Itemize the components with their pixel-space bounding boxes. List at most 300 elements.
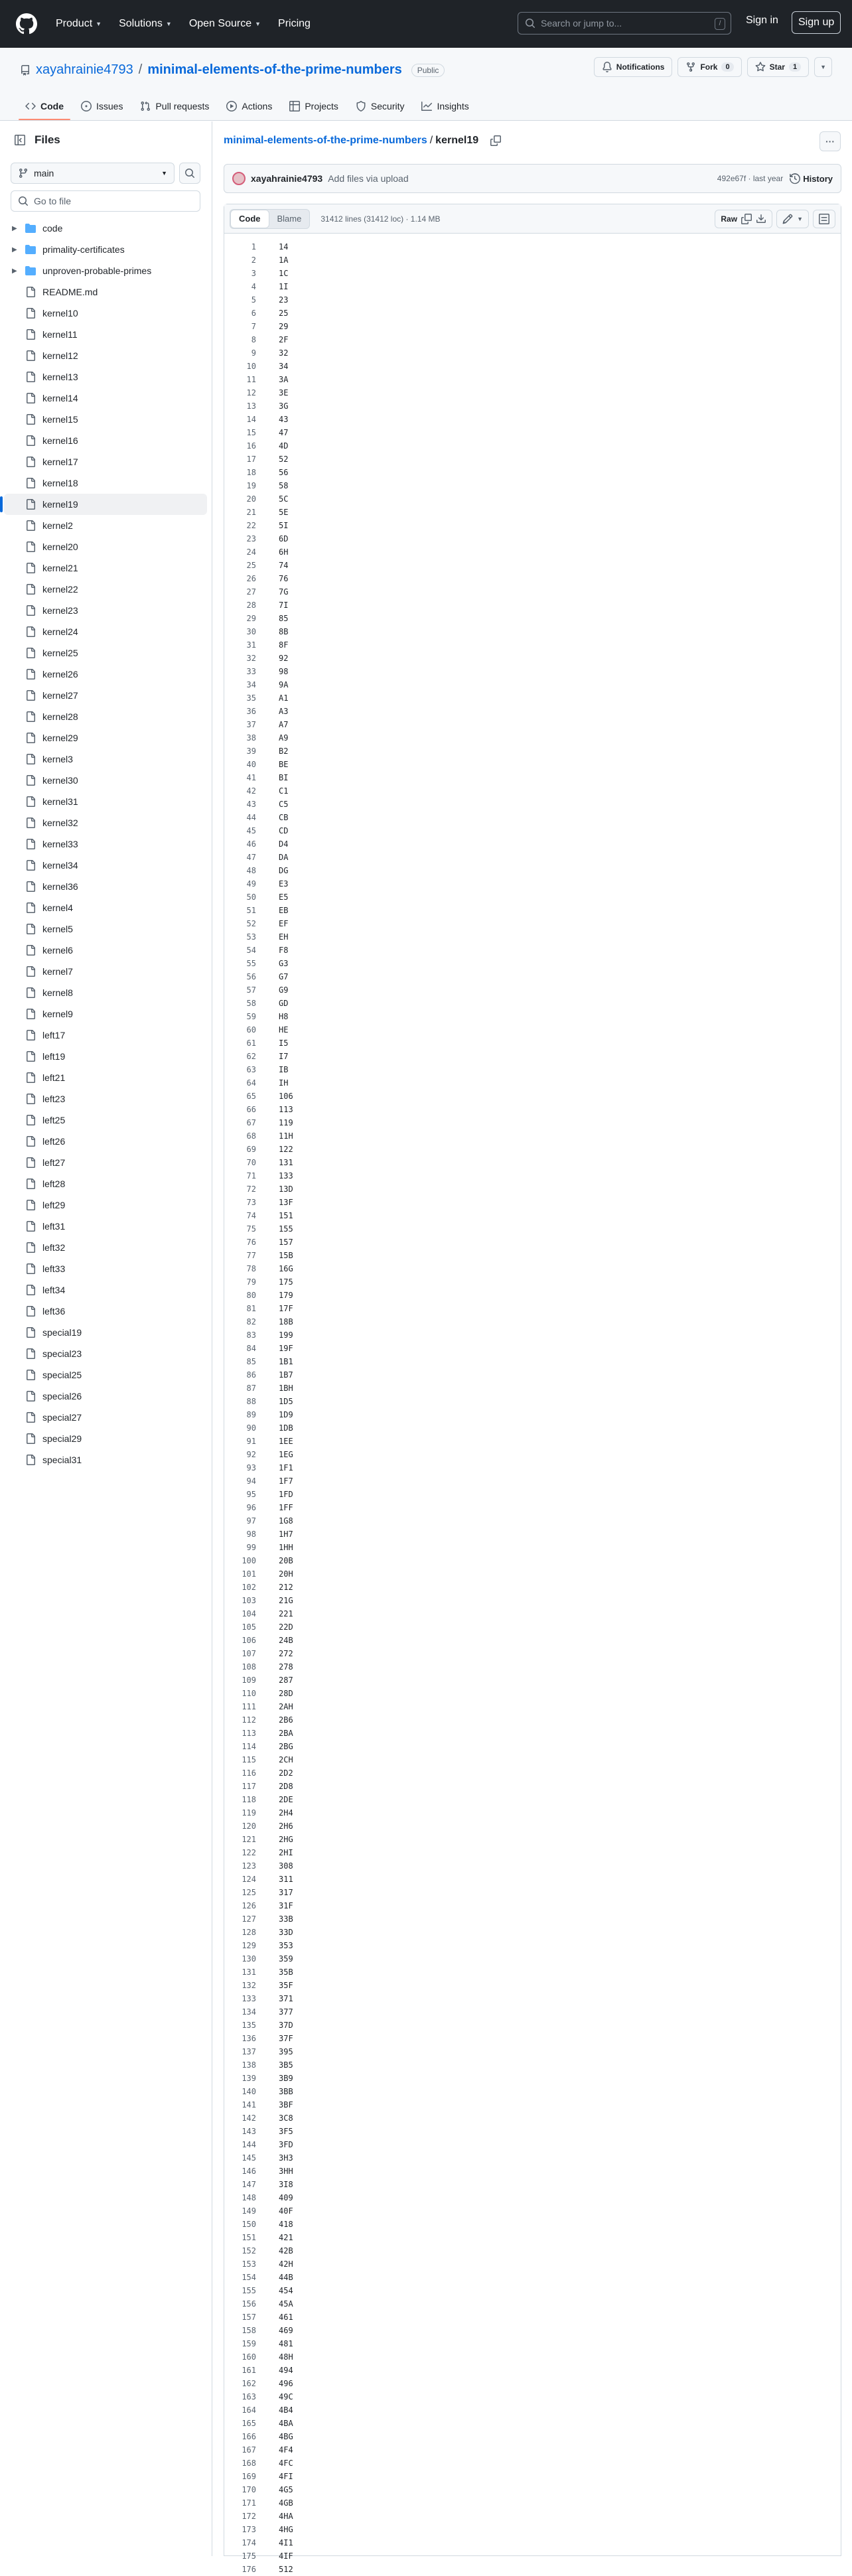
line-number[interactable]: 11 [246,375,256,384]
line-number[interactable]: 141 [242,2100,256,2110]
line-number[interactable]: 135 [242,2021,256,2030]
commit-author[interactable]: xayahrainie4793 [251,173,323,184]
line-number[interactable]: 153 [242,2259,256,2269]
line-number[interactable]: 110 [242,1689,256,1698]
tree-file-kernel22[interactable] [0,579,212,600]
line-number[interactable]: 51 [246,906,256,915]
line-number[interactable]: 71 [246,1171,256,1181]
nav-open-source[interactable]: Open Source ▼ [188,18,261,29]
line-number[interactable]: 83 [246,1330,256,1340]
repo-owner-link[interactable]: xayahrainie4793 [36,62,133,77]
file-icon [25,1263,36,1274]
tree-file-left29[interactable] [0,1194,212,1216]
line-number[interactable]: 146 [242,2167,256,2176]
tree-item-label: kernel33 [42,839,78,849]
line-number[interactable]: 113 [242,1729,256,1738]
tree-file-kernel4[interactable] [0,897,212,918]
line-number[interactable]: 80 [246,1291,256,1300]
line-number[interactable]: 22 [246,521,256,530]
tree-file-kernel12[interactable] [0,345,212,366]
line-number[interactable]: 3 [251,269,256,278]
line-number[interactable]: 162 [242,2379,256,2388]
line-number[interactable]: 9 [251,348,256,358]
line-number[interactable]: 156 [242,2299,256,2309]
line-number[interactable]: 36 [246,707,256,716]
line-number[interactable]: 94 [246,1476,256,1486]
sidebar-collapse-icon[interactable] [15,135,25,145]
copy-icon[interactable] [490,135,501,146]
tree-file-kernel7[interactable] [0,961,212,982]
line-number[interactable]: 167 [242,2445,256,2455]
line-number[interactable]: 154 [242,2273,256,2282]
tab-projects[interactable]: Projects [283,92,345,120]
line-number[interactable]: 21 [246,508,256,517]
line-number[interactable]: 84 [246,1344,256,1353]
tree-file-kernel30[interactable] [0,770,212,791]
tree-file-left36[interactable] [0,1301,212,1322]
tree-file-left21[interactable] [0,1067,212,1088]
tree-file-left33[interactable] [0,1258,212,1279]
line-number[interactable]: 129 [242,1941,256,1950]
line-number[interactable]: 155 [242,2286,256,2295]
line-number[interactable]: 147 [242,2180,256,2189]
line-number[interactable]: 48 [246,866,256,875]
line-number[interactable]: 32 [246,654,256,663]
line-number[interactable]: 65 [246,1092,256,1101]
download-icon[interactable] [756,214,766,224]
tree-file-left31[interactable] [0,1216,212,1237]
line-number[interactable]: 133 [242,1994,256,2003]
nav-solutions[interactable]: Solutions ▼ [119,18,172,29]
tree-file-left26[interactable] [0,1131,212,1152]
line-number[interactable]: 53 [246,932,256,942]
search-input[interactable]: Search or jump to... / [518,12,731,35]
tree-file-kernel27[interactable] [0,685,212,706]
line-number[interactable]: 89 [246,1410,256,1419]
tree-file-kernel23[interactable] [0,600,212,621]
line-number[interactable]: 46 [246,839,256,849]
line-content: EF [279,919,289,928]
tree-file-special25[interactable] [0,1364,212,1386]
line-number[interactable]: 55 [246,959,256,968]
line-number[interactable]: 88 [246,1397,256,1406]
file-icon [25,350,36,361]
line-number[interactable]: 143 [242,2127,256,2136]
line-number[interactable]: 104 [242,1609,256,1618]
line-number[interactable]: 26 [246,574,256,583]
line-number[interactable]: 172 [242,2512,256,2521]
tab-issues[interactable]: Issues [74,92,129,120]
line-number[interactable]: 169 [242,2472,256,2481]
line-number[interactable]: 105 [242,1622,256,1632]
line-number[interactable]: 102 [242,1583,256,1592]
line-number[interactable]: 166 [242,2432,256,2441]
line-number[interactable]: 74 [246,1211,256,1220]
tree-file-kernel36[interactable] [0,876,212,897]
line-number[interactable]: 59 [246,1012,256,1021]
line-number[interactable]: 78 [246,1264,256,1273]
line-number[interactable]: 157 [242,2313,256,2322]
tree-file-kernel8[interactable] [0,982,212,1003]
tree-item-label: unproven-probable-primes [42,265,152,276]
line-content: 1EE [279,1437,293,1446]
tree-file-kernel2[interactable] [0,515,212,536]
file-icon [25,563,36,573]
line-number[interactable]: 144 [242,2140,256,2149]
tree-file-kernel20[interactable] [0,536,212,557]
code-line [224,506,841,519]
tree-folder-unproven-probable-primes[interactable] [0,260,212,281]
line-number[interactable]: 173 [242,2525,256,2534]
line-number[interactable]: 121 [242,1835,256,1844]
line-number[interactable]: 8 [251,335,256,344]
line-number[interactable]: 70 [246,1158,256,1167]
line-number[interactable]: 44 [246,813,256,822]
line-number[interactable]: 90 [246,1423,256,1433]
code-view-button[interactable]: Code [230,210,269,228]
history-button[interactable]: History [790,173,833,184]
tree-file-kernel32[interactable] [0,812,212,833]
line-number[interactable]: 82 [246,1317,256,1326]
line-number[interactable]: 61 [246,1038,256,1048]
line-number[interactable]: 108 [242,1662,256,1672]
breadcrumb-repo-link[interactable]: minimal-elements-of-the-prime-numbers [224,135,427,146]
symbols-panel-button[interactable] [813,210,835,228]
line-number[interactable]: 15 [246,428,256,437]
line-number[interactable]: 126 [242,1901,256,1910]
star-lists-dropdown[interactable] [814,57,832,77]
line-number[interactable]: 109 [242,1676,256,1685]
line-number[interactable]: 25 [246,561,256,570]
line-number[interactable]: 134 [242,2007,256,2017]
code-line [224,1620,841,1634]
line-number[interactable]: 58 [246,999,256,1008]
tree-file-kernel15[interactable] [0,409,212,430]
line-number[interactable]: 75 [246,1224,256,1234]
tree-file-kernel18[interactable] [0,472,212,494]
line-number[interactable]: 62 [246,1052,256,1061]
github-logo-icon[interactable] [16,13,37,35]
tree-file-kernel28[interactable] [0,706,212,727]
tree-file-special26[interactable] [0,1386,212,1407]
copy-icon[interactable] [741,214,752,224]
line-number[interactable]: 60 [246,1025,256,1035]
line-number[interactable]: 112 [242,1715,256,1725]
line-number[interactable]: 42 [246,786,256,796]
line-number[interactable]: 7 [251,322,256,331]
sign-up-button[interactable]: Sign up [792,11,841,34]
line-number[interactable]: 97 [246,1516,256,1526]
line-number[interactable]: 161 [242,2366,256,2375]
tree-file-kernel10[interactable] [0,303,212,324]
tree-folder-code[interactable] [0,218,212,239]
tree-item-label: kernel5 [42,924,73,934]
line-number[interactable]: 122 [242,1848,256,1857]
line-number[interactable]: 163 [242,2392,256,2401]
line-number[interactable]: 23 [246,534,256,543]
tree-file-kernel5[interactable] [0,918,212,940]
line-content: 494 [279,2366,293,2375]
line-number[interactable]: 139 [242,2074,256,2083]
line-number[interactable]: 37 [246,720,256,729]
code-line [224,638,841,652]
tree-file-kernel3[interactable] [0,749,212,770]
line-number[interactable]: 95 [246,1490,256,1499]
line-content: 353 [279,1941,293,1950]
line-number[interactable]: 20 [246,494,256,504]
line-number[interactable]: 67 [246,1118,256,1127]
tree-file-left34[interactable] [0,1279,212,1301]
line-number[interactable]: 86 [246,1370,256,1380]
line-number[interactable]: 98 [246,1530,256,1539]
line-content: 28D [279,1689,293,1698]
line-number[interactable]: 28 [246,601,256,610]
tab-security[interactable]: Security [349,92,411,120]
line-number[interactable]: 43 [246,800,256,809]
line-number[interactable]: 41 [246,773,256,782]
line-number[interactable]: 92 [246,1450,256,1459]
line-number[interactable]: 123 [242,1861,256,1871]
line-number[interactable]: 47 [246,853,256,862]
line-number[interactable]: 13 [246,401,256,411]
line-number[interactable]: 93 [246,1463,256,1472]
line-number[interactable]: 24 [246,547,256,557]
line-number[interactable]: 145 [242,2153,256,2163]
line-number[interactable]: 158 [242,2326,256,2335]
line-number[interactable]: 31 [246,640,256,650]
line-number[interactable]: 1 [251,242,256,251]
line-number[interactable]: 171 [242,2498,256,2508]
star-button[interactable]: Star 1 [747,57,809,77]
line-number[interactable]: 66 [246,1105,256,1114]
line-number[interactable]: 103 [242,1596,256,1605]
tab-pull-requests[interactable]: Pull requests [133,92,216,120]
line-number[interactable]: 17 [246,455,256,464]
tree-file-left25[interactable] [0,1109,212,1131]
code-line [224,2536,841,2549]
commit-message[interactable]: Add files via upload [328,173,409,184]
tab-insights[interactable]: Insights [415,92,475,120]
line-number[interactable]: 49 [246,879,256,889]
line-number[interactable]: 119 [242,1808,256,1818]
file-icon [25,881,36,892]
tree-file-kernel29[interactable] [0,727,212,749]
avatar[interactable] [232,172,246,185]
line-number[interactable]: 131 [242,1968,256,1977]
line-number[interactable]: 76 [246,1238,256,1247]
line-number[interactable]: 29 [246,614,256,623]
chevron-down-icon[interactable]: ▼ [797,215,803,222]
folder-icon [25,223,36,234]
line-number[interactable]: 138 [242,2060,256,2070]
line-number[interactable]: 18 [246,468,256,477]
tree-file-kernel13[interactable] [0,366,212,388]
tree-file-left32[interactable] [0,1237,212,1258]
tree-file-special27[interactable] [0,1407,212,1428]
line-number[interactable]: 2 [251,255,256,265]
line-number[interactable]: 34 [246,680,256,689]
notifications-button[interactable]: Notifications [594,57,673,77]
line-number[interactable]: 4 [251,282,256,291]
nav-pricing[interactable]: Pricing [278,18,311,29]
line-number[interactable]: 30 [246,627,256,636]
line-number[interactable]: 39 [246,747,256,756]
tree-file-special23[interactable] [0,1343,212,1364]
tree-file-special19[interactable] [0,1322,212,1343]
tree-file-kernel34[interactable] [0,855,212,876]
search-files-button[interactable] [179,163,200,184]
code-line [224,2297,841,2311]
line-number[interactable]: 132 [242,1981,256,1990]
branch-selector[interactable]: main ▼ [11,163,175,184]
line-number[interactable]: 19 [246,481,256,490]
tree-file-left23[interactable] [0,1088,212,1109]
line-number[interactable]: 100 [242,1556,256,1565]
blame-view-button[interactable]: Blame [277,214,302,224]
line-number[interactable]: 87 [246,1384,256,1393]
line-number[interactable]: 54 [246,946,256,955]
tree-file-left17[interactable] [0,1025,212,1046]
line-number[interactable]: 107 [242,1649,256,1658]
tree-file-kernel14[interactable] [0,388,212,409]
line-number[interactable]: 64 [246,1078,256,1088]
raw-button[interactable]: Raw [721,214,738,224]
line-number[interactable]: 33 [246,667,256,676]
file-icon [25,457,36,467]
line-number[interactable]: 79 [246,1277,256,1287]
code-line [224,1355,841,1368]
line-number[interactable]: 96 [246,1503,256,1512]
more-options-button[interactable] [819,131,841,151]
line-number[interactable]: 164 [242,2405,256,2415]
fork-button[interactable]: Fork 0 [677,57,741,77]
line-number[interactable]: 137 [242,2047,256,2056]
line-number[interactable]: 111 [242,1702,256,1711]
line-number[interactable]: 165 [242,2419,256,2428]
line-number[interactable]: 127 [242,1914,256,1924]
line-number[interactable]: 72 [246,1184,256,1194]
line-number[interactable]: 174 [242,2538,256,2547]
line-number[interactable]: 114 [242,1742,256,1751]
line-number[interactable]: 40 [246,760,256,769]
tree-file-kernel19[interactable] [4,494,207,515]
line-number[interactable]: 56 [246,972,256,981]
tree-file-readme-md[interactable] [0,281,212,303]
line-number[interactable]: 57 [246,985,256,995]
line-number[interactable]: 148 [242,2193,256,2202]
line-number[interactable]: 149 [242,2206,256,2216]
tree-file-kernel11[interactable] [0,324,212,345]
line-number[interactable]: 38 [246,733,256,743]
line-number[interactable]: 151 [242,2233,256,2242]
line-content: 6D [279,534,289,543]
line-number[interactable]: 10 [246,362,256,371]
nav-product[interactable]: Product ▼ [56,18,102,29]
line-number[interactable]: 91 [246,1437,256,1446]
line-number[interactable]: 68 [246,1131,256,1141]
line-number[interactable]: 168 [242,2459,256,2468]
tree-file-special31[interactable] [0,1449,212,1470]
line-number[interactable]: 73 [246,1198,256,1207]
go-to-file-input[interactable]: Go to file [11,190,200,212]
tree-file-left28[interactable] [0,1173,212,1194]
tree-file-kernel21[interactable] [0,557,212,579]
repo-name-link[interactable]: minimal-elements-of-the-prime-numbers [147,62,402,77]
line-number[interactable]: 52 [246,919,256,928]
line-number[interactable]: 12 [246,388,256,397]
line-number[interactable]: 124 [242,1875,256,1884]
line-number[interactable]: 16 [246,441,256,451]
line-number[interactable]: 115 [242,1755,256,1764]
line-number[interactable]: 77 [246,1251,256,1260]
line-number[interactable]: 140 [242,2087,256,2096]
line-number[interactable]: 45 [246,826,256,835]
line-number[interactable]: 14 [246,415,256,424]
line-number[interactable]: 176 [242,2565,256,2574]
tree-file-kernel33[interactable] [0,833,212,855]
tree-file-kernel25[interactable] [0,642,212,664]
line-number[interactable]: 136 [242,2034,256,2043]
line-number[interactable]: 69 [246,1145,256,1154]
line-number[interactable]: 142 [242,2113,256,2123]
line-number[interactable]: 120 [242,1822,256,1831]
line-content: 469 [279,2326,293,2335]
tab-code[interactable]: Code [19,92,70,120]
line-number[interactable]: 150 [242,2220,256,2229]
tree-file-left27[interactable] [0,1152,212,1173]
line-number[interactable]: 116 [242,1768,256,1778]
line-number[interactable]: 50 [246,893,256,902]
line-number[interactable]: 130 [242,1954,256,1964]
line-number[interactable]: 99 [246,1543,256,1552]
line-number[interactable]: 128 [242,1928,256,1937]
line-number[interactable]: 6 [251,309,256,318]
code-line [224,1103,841,1116]
line-number[interactable]: 117 [242,1782,256,1791]
line-number[interactable]: 159 [242,2339,256,2348]
tree-file-kernel16[interactable] [0,430,212,451]
commit-sha-time[interactable]: 492e67f · last year [717,174,784,183]
line-number[interactable]: 175 [242,2551,256,2561]
line-number[interactable]: 118 [242,1795,256,1804]
line-number[interactable]: 101 [242,1569,256,1579]
line-number[interactable]: 170 [242,2485,256,2494]
line-number[interactable]: 85 [246,1357,256,1366]
tree-file-kernel6[interactable] [0,940,212,961]
line-number[interactable]: 63 [246,1065,256,1074]
tree-file-special29[interactable] [0,1428,212,1449]
line-number[interactable]: 106 [242,1636,256,1645]
tree-file-kernel17[interactable] [0,451,212,472]
line-number[interactable]: 81 [246,1304,256,1313]
line-number[interactable]: 27 [246,587,256,597]
tree-file-left19[interactable] [0,1046,212,1067]
tree-file-kernel24[interactable] [0,621,212,642]
tree-file-kernel31[interactable] [0,791,212,812]
tree-file-kernel26[interactable] [0,664,212,685]
line-number[interactable]: 152 [242,2246,256,2255]
tree-file-kernel9[interactable] [0,1003,212,1025]
line-number[interactable]: 35 [246,693,256,703]
tab-actions[interactable]: Actions [220,92,279,120]
line-number[interactable]: 5 [251,295,256,305]
tree-folder-primality-certificates[interactable] [0,239,212,260]
code-line [224,1992,841,2005]
sign-in-link[interactable]: Sign in [746,15,778,26]
pencil-icon[interactable] [782,214,793,224]
line-number[interactable]: 125 [242,1888,256,1897]
line-number[interactable]: 160 [242,2352,256,2362]
